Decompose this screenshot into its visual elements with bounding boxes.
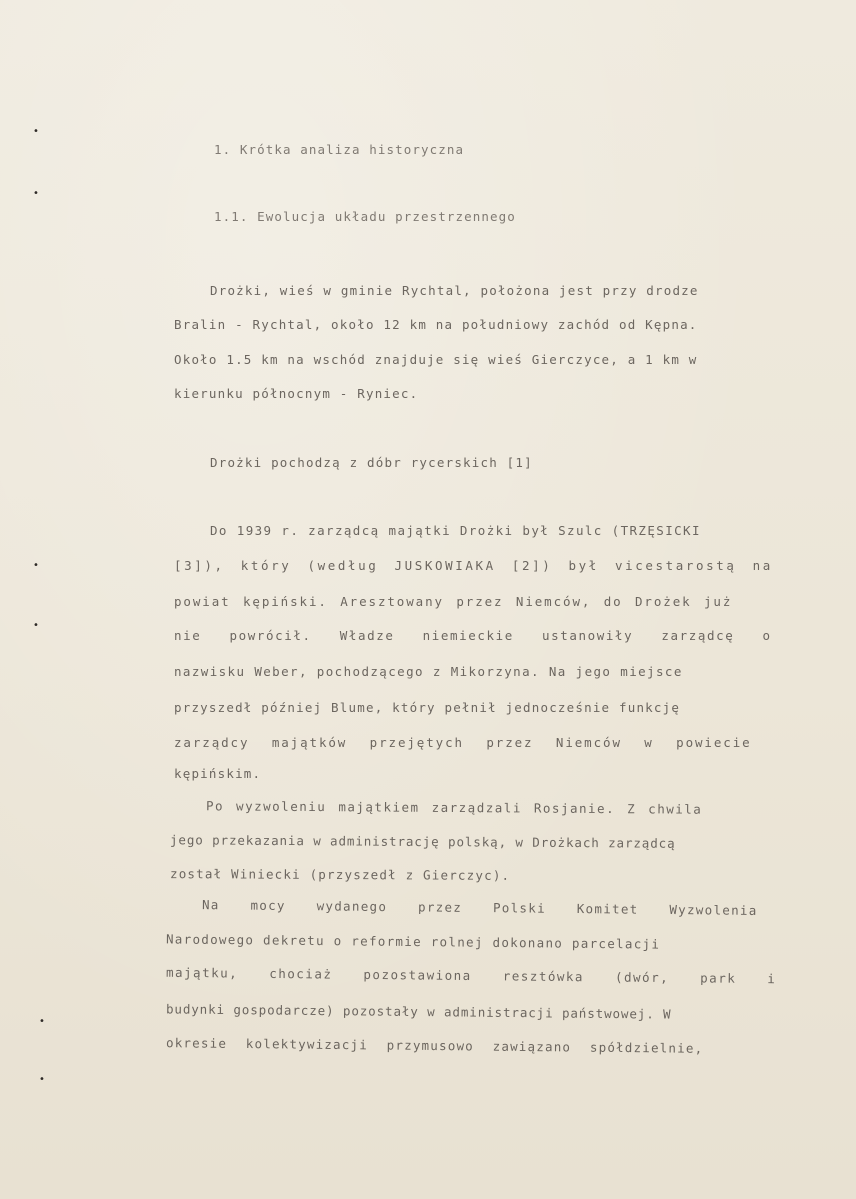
para5-line-1: Na mocy wydanego przez Polski Komitet Wyzwolenia [201, 897, 758, 918]
para1-line-1 [210, 283, 806, 298]
para4-line-2: jego przekazania w administrację polską, w Drożkach zarządcą [169, 832, 676, 851]
para3-line-6: przyszedł później Blume, który pełnił jednocześnie funkcję [174, 700, 681, 715]
scan-speck: • [39, 1016, 45, 1027]
para1-line-2: Bralin - Rychtal, około 12 km na południowy zachód od Kępna. [174, 317, 698, 332]
para3-line-5: nazwisku Weber, pochodzącego z Mikorzyna. Na jego miejsce [174, 664, 683, 679]
scan-speck: • [33, 560, 39, 571]
section-heading: 1. Krótka analiza historyczna [214, 142, 465, 157]
para3-line-2: [3]), który (według JUSKOWIAKA [2]) był vicestarostą na [174, 558, 773, 573]
para1-line-3: Około 1.5 km na wschód znajduje się wieś Gierczyce, a 1 km w [174, 352, 698, 367]
subsection-heading: 1.1. Ewolucja układu przestrzennego [214, 209, 516, 224]
para3-line-4: nie powrócił. Władze niemieckie ustanowiły zarządcę o [174, 628, 772, 643]
scan-speck: • [39, 1074, 45, 1085]
scan-speck: • [33, 126, 39, 137]
para5-line-2: Narodowego dekretu o reformie rolnej dokonano parcelacji [165, 931, 661, 952]
para5-line-4: budynki gospodarcze) pozostały w administracji państwowej. W [165, 1001, 672, 1022]
para4-line-1: Po wyzwoleniu majątkiem zarządzali Rosjanie. Z chwila [205, 798, 703, 817]
para2-line-1: Drożki pochodzą z dóbr rycerskich [1] [210, 455, 533, 470]
para5-line-5: okresie kolektywizacji przymusowo zawiązano spółdzielnie, [165, 1035, 704, 1056]
text-line: Drożki, wieś w gminie Rychtal, położona jest przy drodze [210, 283, 699, 298]
scan-speck: • [33, 188, 39, 199]
para4-line-3: został Winiecki (przyszedł z Gierczyc). [169, 866, 511, 883]
scan-speck: • [33, 620, 39, 631]
para3-line-8: kępińskim. [174, 766, 262, 781]
para1-line-4: kierunku północnym - Ryniec. [174, 386, 419, 401]
para5-line-3: majątku, chociaż pozostawiona resztówka (dwór, park i [165, 964, 777, 987]
para3-line-7: zarządcy majątków przejętych przez Niemców w powiecie [174, 735, 752, 750]
para3-line-1: Do 1939 r. zarządcą majątki Drożki był Szulc (TRZĘSICKI [210, 523, 701, 538]
para3-line-3: powiat kępiński. Aresztowany przez Niemców, do Drożek już [174, 594, 733, 609]
